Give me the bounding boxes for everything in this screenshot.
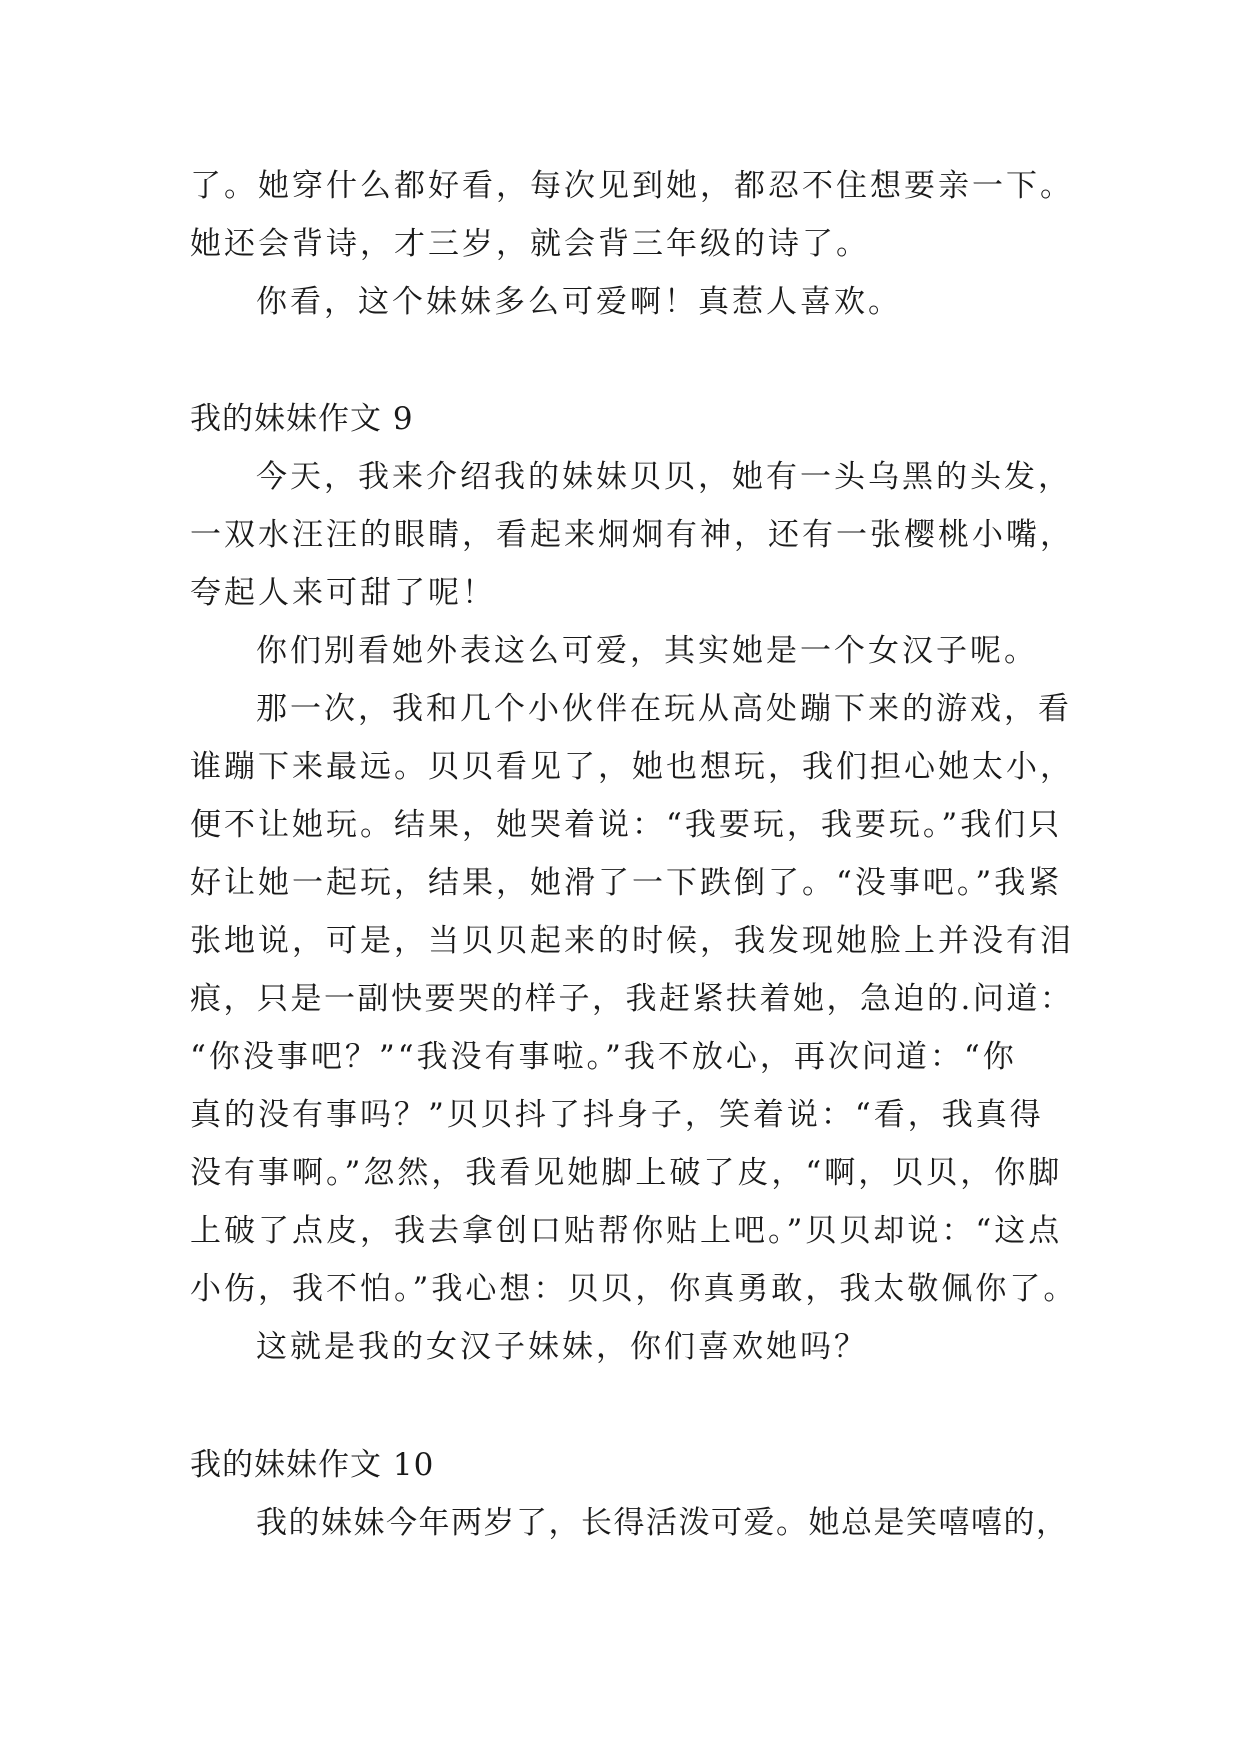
text-line: 她还会背诗，才三岁，就会背三年级的诗了。 — [190, 226, 870, 262]
text-line: 上破了点皮，我去拿创口贴帮你贴上吧。”贝贝却说：“这点 — [190, 1213, 1063, 1249]
section-heading: 我的妹妹作文 10 — [190, 1447, 435, 1483]
paragraph-start: 你们别看她外表这么可爱，其实她是一个女汉子呢。 — [256, 633, 1038, 669]
text-line: 好让她一起玩，结果，她滑了一下跌倒了。“没事吧。”我紧 — [190, 865, 1063, 901]
text-line: 张地说，可是，当贝贝起来的时候，我发现她脸上并没有泪 — [190, 923, 1074, 959]
text-line: 真的没有事吗？”贝贝抖了抖身子，笑着说：“看，我真得 — [190, 1097, 1044, 1133]
text-line: 了。她穿什么都好看，每次见到她，都忍不住想要亲一下。 — [190, 168, 1074, 204]
text-line: 没有事啊。”忽然，我看见她脚上破了皮，“啊，贝贝，你脚 — [190, 1155, 1063, 1191]
text-line: “你没事吧？”“我没有事啦。”我不放心，再次问道：“你 — [190, 1039, 1017, 1075]
text-line: 小伤，我不怕。”我心想：贝贝，你真勇敢，我太敬佩你了。 — [190, 1271, 1078, 1307]
text-line: 一双水汪汪的眼睛，看起来炯炯有神，还有一张樱桃小嘴， — [190, 517, 1074, 553]
text-line: 便不让她玩。结果，她哭着说：“我要玩，我要玩。”我们只 — [190, 807, 1063, 843]
paragraph-start: 你看，这个妹妹多么可爱啊！真惹人喜欢。 — [256, 284, 902, 320]
text-line: 谁蹦下来最远。贝贝看见了，她也想玩，我们担心她太小， — [190, 749, 1074, 785]
section-heading: 我的妹妹作文 9 — [190, 401, 414, 437]
paragraph-start: 今天，我来介绍我的妹妹贝贝，她有一头乌黑的头发， — [256, 459, 1072, 495]
paragraph-start: 我的妹妹今年两岁了，长得活泼可爱。她总是笑嘻嘻的， — [256, 1505, 1069, 1541]
text-line: 夸起人来可甜了呢！ — [190, 575, 496, 611]
paragraph-start: 这就是我的女汉子妹妹，你们喜欢她吗？ — [256, 1329, 868, 1365]
text-line: 痕，只是一副快要哭的样子，我赶紧扶着她，急迫的.问道： — [190, 981, 1074, 1017]
paragraph-start: 那一次，我和几个小伙伴在玩从高处蹦下来的游戏，看 — [256, 691, 1072, 727]
